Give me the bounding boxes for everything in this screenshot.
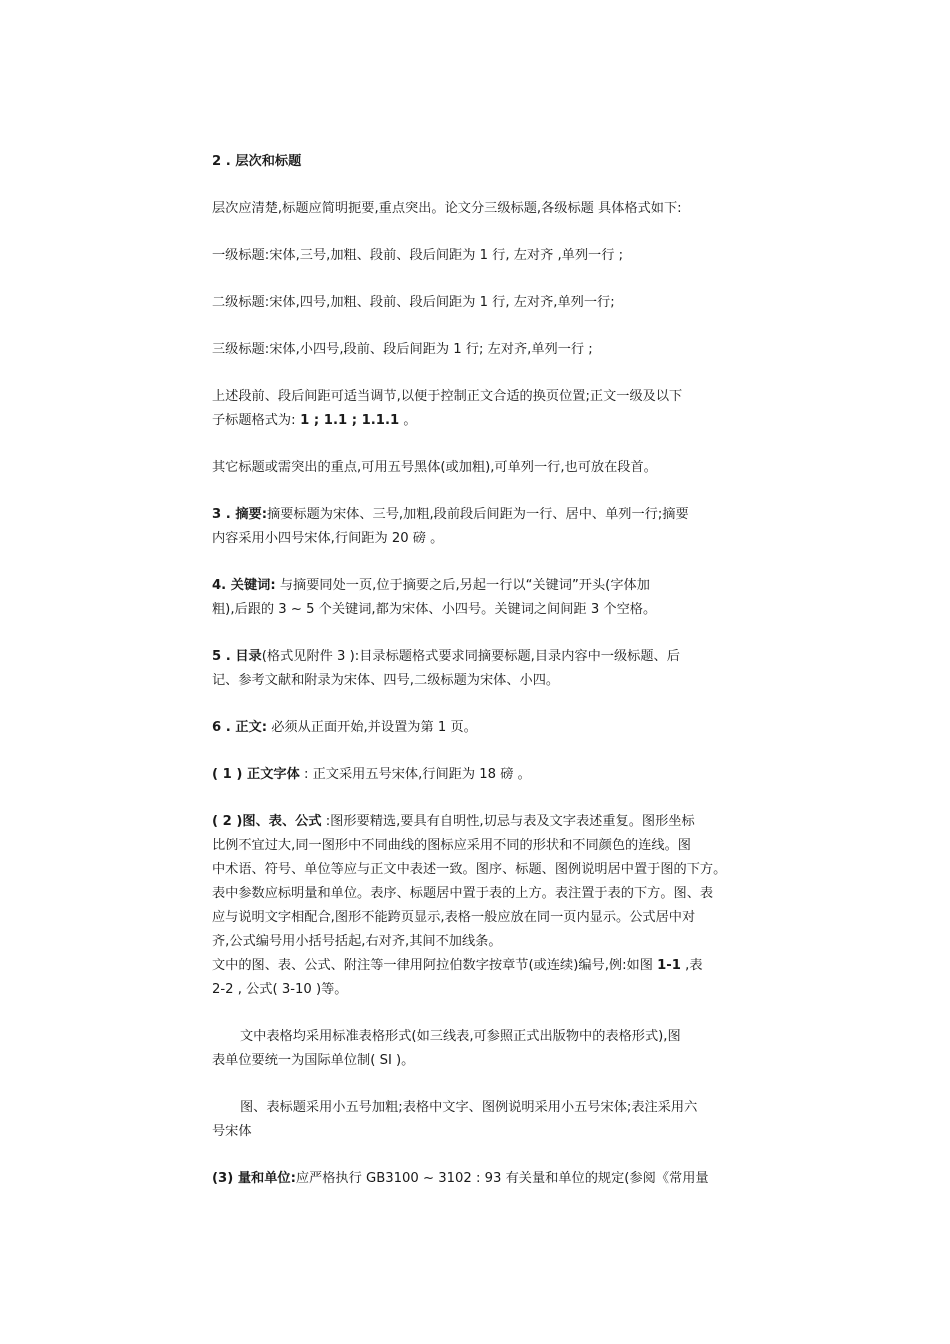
figures-line-1: [212, 810, 742, 834]
other-headings-note: 其它标题或需突出的重点,可用五号黑体(或加粗),可单列一行,也可放在段首。: [212, 460, 657, 475]
abstract-line-1: [212, 503, 742, 527]
spacing-note-line-2: [212, 409, 742, 433]
toc-line-1: [212, 645, 742, 669]
toc-text-1: (格式见附件 3 ):目录标题格式要求同摘要标题,目录内容中一级标题、后: [261, 649, 680, 664]
figures-label: ( 2 )图、表、公式: [212, 814, 322, 829]
figures-line-3: 中术语、符号、单位等应与正文中表述一致。图序、标题、图例说明居中置于图的下方。: [212, 862, 727, 877]
body-text-line: [212, 716, 742, 740]
figures-line-2: 比例不宜过大,同一图形中不同曲线的图标应采用不同的形状和不同颜色的连线。图: [212, 838, 691, 853]
subheading-format: 1 ; 1.1 ; 1.1.1: [295, 413, 400, 428]
toc-label: 5 . 目录: [212, 649, 262, 664]
numbering-text-a: 文中的图、表、公式、附注等一律用阿拉伯数字按章节(或连续)编号,例:如图: [212, 958, 658, 973]
keywords-label: 4. 关键词:: [212, 578, 276, 593]
document-page: [212, 150, 742, 1191]
numbering-text-d: )等。: [311, 982, 348, 997]
body-text-desc: 必须从正面开始,并设置为第 1 页。: [267, 720, 477, 735]
body-text-label: 6 . 正文:: [212, 720, 268, 735]
numbering-line-1: [212, 954, 742, 978]
figures-line-4: 表中参数应标明量和单位。表序、标题居中置于表的上方。表注置于表的下方。图、表: [212, 886, 714, 901]
numbering-figure-example: 1-1: [657, 958, 681, 973]
numbering-text-c: , 公式(: [233, 982, 282, 997]
units-line: [212, 1167, 742, 1191]
tables-line-2: 表单位要统一为国际单位制( SI )。: [212, 1053, 415, 1068]
numbering-text-b: ,表: [680, 958, 703, 973]
toc-line-2: 记、参考文献和附录为宋体、四号,二级标题为宋体、小四。: [212, 673, 560, 688]
numbering-table-example: 2-2: [212, 982, 234, 997]
numbering-equation-example: 3-10: [281, 982, 312, 997]
level-2-heading-spec: 二级标题:宋体,四号,加粗、段前、段后间距为 1 行, 左对齐,单列一行;: [212, 295, 615, 310]
section-2-intro: 层次应清楚,标题应简明扼要,重点突出。论文分三级标题,各级标题 具体格式如下:: [212, 201, 682, 216]
keywords-line-1: [212, 574, 742, 598]
spacing-note-suffix: 。: [399, 413, 417, 428]
captions-line-1: 图、表标题采用小五号加粗;表格中文字、图例说明采用小五号宋体;表注采用六: [240, 1100, 698, 1115]
figures-line-5: 应与说明文字相配合,图形不能跨页显示,表格一般应放在同一页内显示。公式居中对: [212, 910, 696, 925]
level-3-heading-spec: 三级标题:宋体,小四号,段前、段后间距为 1 行; 左对齐,单列一行 ;: [212, 342, 593, 357]
units-text: 应严格执行 GB3100 ~ 3102 : 93 有关量和单位的规定(参阅《常用量: [295, 1171, 709, 1186]
keywords-text-1: 与摘要同处一页,位于摘要之后,另起一行以“关键词”开头(字体加: [275, 578, 650, 593]
body-font-label: ( 1 ) 正文字体: [212, 767, 300, 782]
captions-line-2: 号宋体: [212, 1124, 252, 1139]
figures-line-6: 齐,公式编号用小括号括起,右对齐,其间不加线条。: [212, 934, 502, 949]
abstract-text-1: 摘要标题为宋体、三号,加粗,段前段后间距为一行、居中、单列一行;摘要: [267, 507, 689, 522]
abstract-label: 3 . 摘要:: [212, 507, 268, 522]
abstract-line-2: 内容采用小四号宋体,行间距为 20 磅 。: [212, 531, 444, 546]
spacing-note-line-1: 上述段前、段后间距可适当调节,以便于控制正文合适的换页位置;正文一级及以下: [212, 389, 683, 404]
body-font-line: [212, 763, 742, 787]
level-1-heading-spec: 一级标题:宋体,三号,加粗、段前、段后间距为 1 行, 左对齐 ,单列一行 ;: [212, 248, 624, 263]
spacing-note-prefix: 子标题格式为:: [212, 413, 296, 428]
tables-line-1: 文中表格均采用标准表格形式(如三线表,可参照正式出版物中的表格形式),图: [240, 1029, 681, 1044]
numbering-line-2: [212, 978, 742, 1002]
units-label: (3) 量和单位:: [212, 1171, 296, 1186]
section-2-heading: 2 . 层次和标题: [212, 154, 302, 169]
keywords-line-2: 粗),后跟的 3 ~ 5 个关键词,都为宋体、小四号。关键词之间间距 3 个空格。: [212, 602, 657, 617]
body-font-desc: : 正文采用五号宋体,行间距为 18 磅 。: [299, 767, 531, 782]
figures-text-1: :图形要精选,要具有自明性,切忌与表及文字表述重复。图形坐标: [321, 814, 695, 829]
